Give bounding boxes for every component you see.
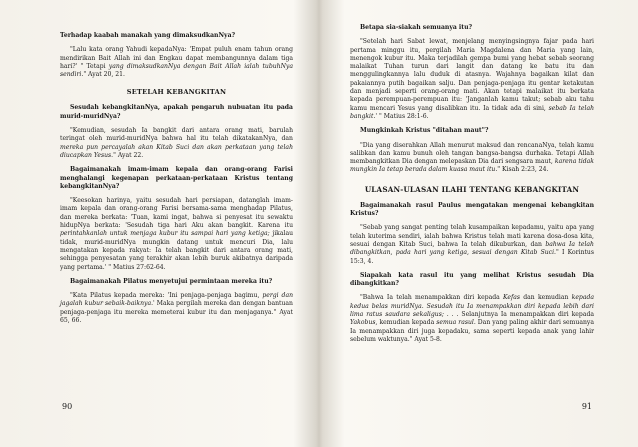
page-number: 90 — [62, 402, 73, 411]
scripture-quote: "Bahwa Ia telah menampakkan diri kepada Kefas dan kemudian kepada kedua belas muridNya. Sesudah itu Ia menampakkan diri kepada lebih dari lima ratus saudara sekaligus; . . . Selanjutnya Ia menampakkan diri kepada Yakobus, kemudian kepada semua rasul. Dan yang paling akhir dari semuanya Ia menampakkan diri juga kepadaku, sama seperti kepada anak yang lahir sebelum waktunya." Ayat 5-8. — [350, 294, 594, 343]
question-heading: Mungkinkah Kristus "ditahan maut"? — [360, 127, 489, 135]
scripture-quote: "Kata Pilatus kepada mereka: 'Ini penjaga-penjaga bagimu, pergi dan jagalah kubur sebaik-baiknya.' Maka pergilah mereka dan dengan bantuan penjaga-penjaga itu mereka memeterai kubur itu dan menjaganya." Ayat 65, 66. — [60, 292, 293, 325]
question-heading: Siapakah kata rasul itu yang melihat Kristus sesudah Dia dibangkitkan? — [350, 271, 594, 288]
section-heading: ULASAN-ULASAN ILAHI TENTANG KEBANGKITAN — [364, 184, 580, 194]
question-heading: Bagaimanakah Pilatus menyetujui permintaan mereka itu? — [70, 277, 273, 285]
question-heading: Betapa sia-siakah semuanya itu? — [360, 24, 473, 31]
right-page — [320, 0, 638, 447]
scripture-quote: "Dia yang diserahkan Allah menurut maksud dan rencanaNya, telah kamu salibkan dan kamu bunuh oleh tangan bangsa-bangsa durhaka. Tetapi Allah membangkitkan Dia dengan melepaskan Dia dari sengsara maut, karena tidak mungkin Ia tetap berada dalam kuasa maut itu." Kisah 2:23, 24. — [350, 141, 594, 174]
question-heading: Bagaimanakah rasul Paulus mengatakan mengenai kebangkitan Kristus? — [350, 201, 594, 218]
question-heading: Sesudah kebangkitanNya, apakah pengaruh nubuatan itu pada murid-muridNya? — [60, 104, 293, 120]
scripture-quote: "Kemudian, sesudah Ia bangkit dari antara orang mati, barulah teringat oleh murid-muridNya bahwa hal itu telah dikatakanNya, dan mereka pun percayalah akan Kitab Suci dan akan perkataan yang telah diucapkan Yesus." Ayat 22. — [60, 127, 293, 159]
scripture-quote: "Setelah hari Sabat lewat, menjelang menyingsingnya fajar pada hari pertama minggu itu, pergilah Maria Magdalena dan Maria yang lain, menengok kubur itu. Maka terjadilah gempa bumi yang hebat sebab seorang malaikat Tuhan turun dari langit dan datang ke batu itu dan menggulingkannya lalu duduk di atasnya. Wajahnya bagaikan kilat dan pakaiannya putih bagaikan salju. Dan penjaga-penjaga itu gentar ketakutan dan menjadi seperti orang-orang mati. Akan tetapi malaikat itu berkata kepada perempuan-perempuan itu: 'Janganlah kamu takut; sebab aku tahu kamu mencari Yesus yang disalibkan itu. Ia tidak ada di sini, sebab Ia telah bangkit.' " Matius 28:1-6. — [350, 38, 594, 120]
section-heading: SETELAH KEBANGKITAN — [126, 88, 227, 97]
scripture-quote: "Sebab yang sangat penting telah kusampaikan kepadamu, yaitu apa yang telah kuterima sendiri, ialah bahwa Kristus telah mati karena dosa-dosa kita, sesuai dengan Kitab Suci, bahwa Ia telah dikuburkan, dan bahwa Ia telah dibangkitkan, pada hari yang ketiga, sesuai dengan Kitab Suci." I Korintus 15:3, 4. — [350, 224, 594, 265]
question-heading: Terhadap kaabah manakah yang dimaksudkanNya? — [60, 32, 236, 39]
page-number: 91 — [581, 402, 592, 411]
scripture-quote: "Keesokan harinya, yaitu sesudah hari persiapan, datanglah imam-imam kepala dan orang-orang Farisi bersama-sama menghadap Pilatus, dan mereka berkata: 'Tuan, kami ingat, bahwa si penyesat itu sewaktu hidupNya berkata: 'Sesudah tiga hari Aku akan bangkit. Karena itu perintahkanlah untuk menjaga kubur itu sampai hari yang ketiga; jikalau tidak, murid-muridNya mungkin datang untuk mencuri Dia, lalu mengatakan kepada rakyat: Ia telah bangkit dari antara orang mati, sehingga penyesatan yang terakhir akan lebih buruk akibatnya daripada yang pertama.' " Matius 27:62-64. — [60, 197, 294, 271]
question-heading: Bagaimanakah imam-imam kepala dan orang-orang Farisi menghalangi kegenapan perkataan-perkataan Kristus tentang kebangkitanNya? — [60, 166, 293, 190]
scripture-quote: "Lalu kata orang Yahudi kepadaNya: 'Empat puluh enam tahun orang mendirikan Bait Allah ini dan Engkau dapat membangunnya dalam tiga hari?' " Tetapi yang dimaksudkanNya dengan Bait Allah ialah tubuhNya sendiri." Ayat 20, 21. — [60, 46, 293, 79]
